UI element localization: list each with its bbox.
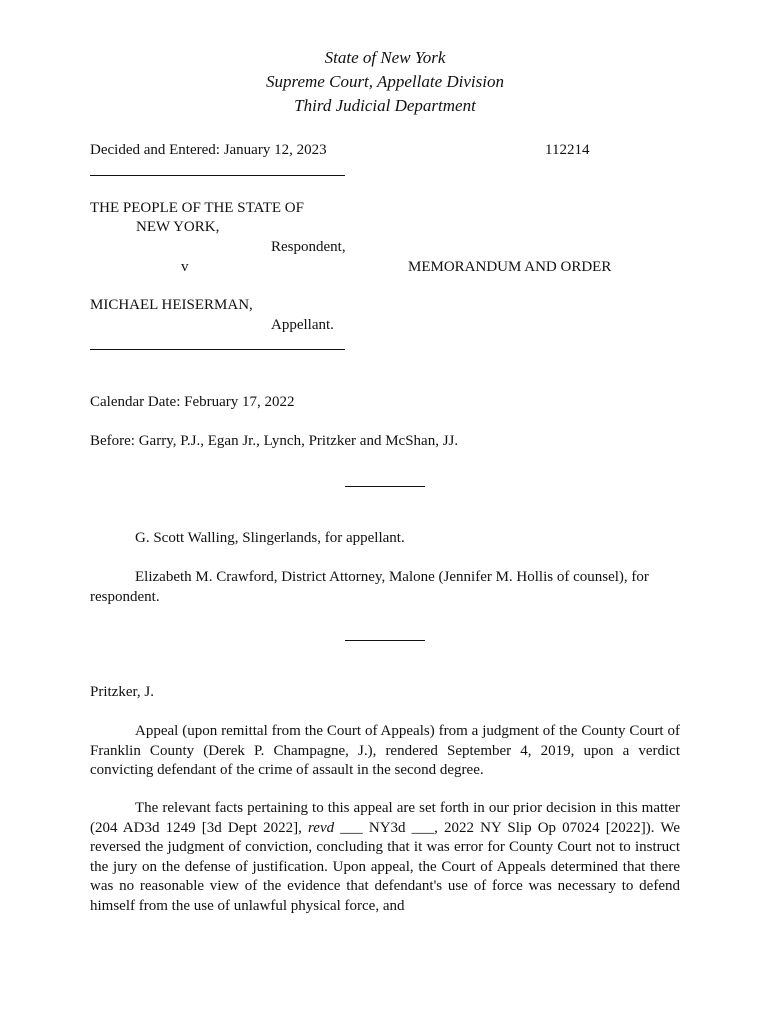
- decided-entered-date: Decided and Entered: January 12, 2023: [90, 142, 327, 158]
- opinion-author: Pritzker, J.: [90, 684, 154, 700]
- separator-2: [345, 640, 425, 641]
- plaintiff-line-1: THE PEOPLE OF THE STATE OF: [90, 200, 304, 216]
- document-type: MEMORANDUM AND ORDER: [408, 259, 612, 275]
- defendant-name: MICHAEL HEISERMAN,: [90, 297, 253, 313]
- separator-1: [345, 486, 425, 487]
- header-state: State of New York: [324, 48, 446, 67]
- versus: v: [181, 259, 189, 275]
- header-court: Supreme Court, Appellate Division: [266, 72, 504, 91]
- docket-number: 112214: [545, 142, 590, 158]
- paragraph-2-part-a: The relevant facts pertaining to this appeal are set forth in our prior decision in this matter (204 AD3d 1249 [3d Dept 2022],: [90, 800, 680, 836]
- plaintiff-line-2: NEW YORK,: [136, 219, 220, 235]
- counsel-respondent: Elizabeth M. Crawford, District Attorney, Malone (Jennifer M. Hollis of counsel), for respondent.: [90, 569, 649, 605]
- header-department: Third Judicial Department: [294, 96, 476, 115]
- citation-revd: revd: [308, 819, 335, 836]
- defendant-role: Appellant.: [271, 317, 334, 333]
- calendar-date: Calendar Date: February 17, 2022: [90, 394, 295, 410]
- divider-top: [90, 175, 345, 176]
- paragraph-2-part-b: ___ NY3d ___, 2022 NY Slip Op 07024 [2022]). We reversed the judgment of conviction, concluding that it was error for County Court not to instruct the jury on the defense of justification. Upon appeal, the Court of Appeals determined that there was no reasonable view of the evidence that defendant's use of force was necessary to defend himself from the use of unlawful physical force, and: [90, 819, 680, 914]
- counsel-appellant: G. Scott Walling, Slingerlands, for appellant.: [135, 530, 405, 546]
- plaintiff-role: Respondent,: [271, 239, 346, 255]
- panel-before: Before: Garry, P.J., Egan Jr., Lynch, Pritzker and McShan, JJ.: [90, 433, 459, 449]
- paragraph-1: Appeal (upon remittal from the Court of Appeals) from a judgment of the County Court of Franklin County (Derek P. Champagne, J.), rendered September 4, 2019, upon a verdict convicting defendant of the crime of assault in the second degree.: [90, 723, 680, 778]
- divider-caption: [90, 349, 345, 350]
- paragraph-2: [90, 799, 680, 916]
